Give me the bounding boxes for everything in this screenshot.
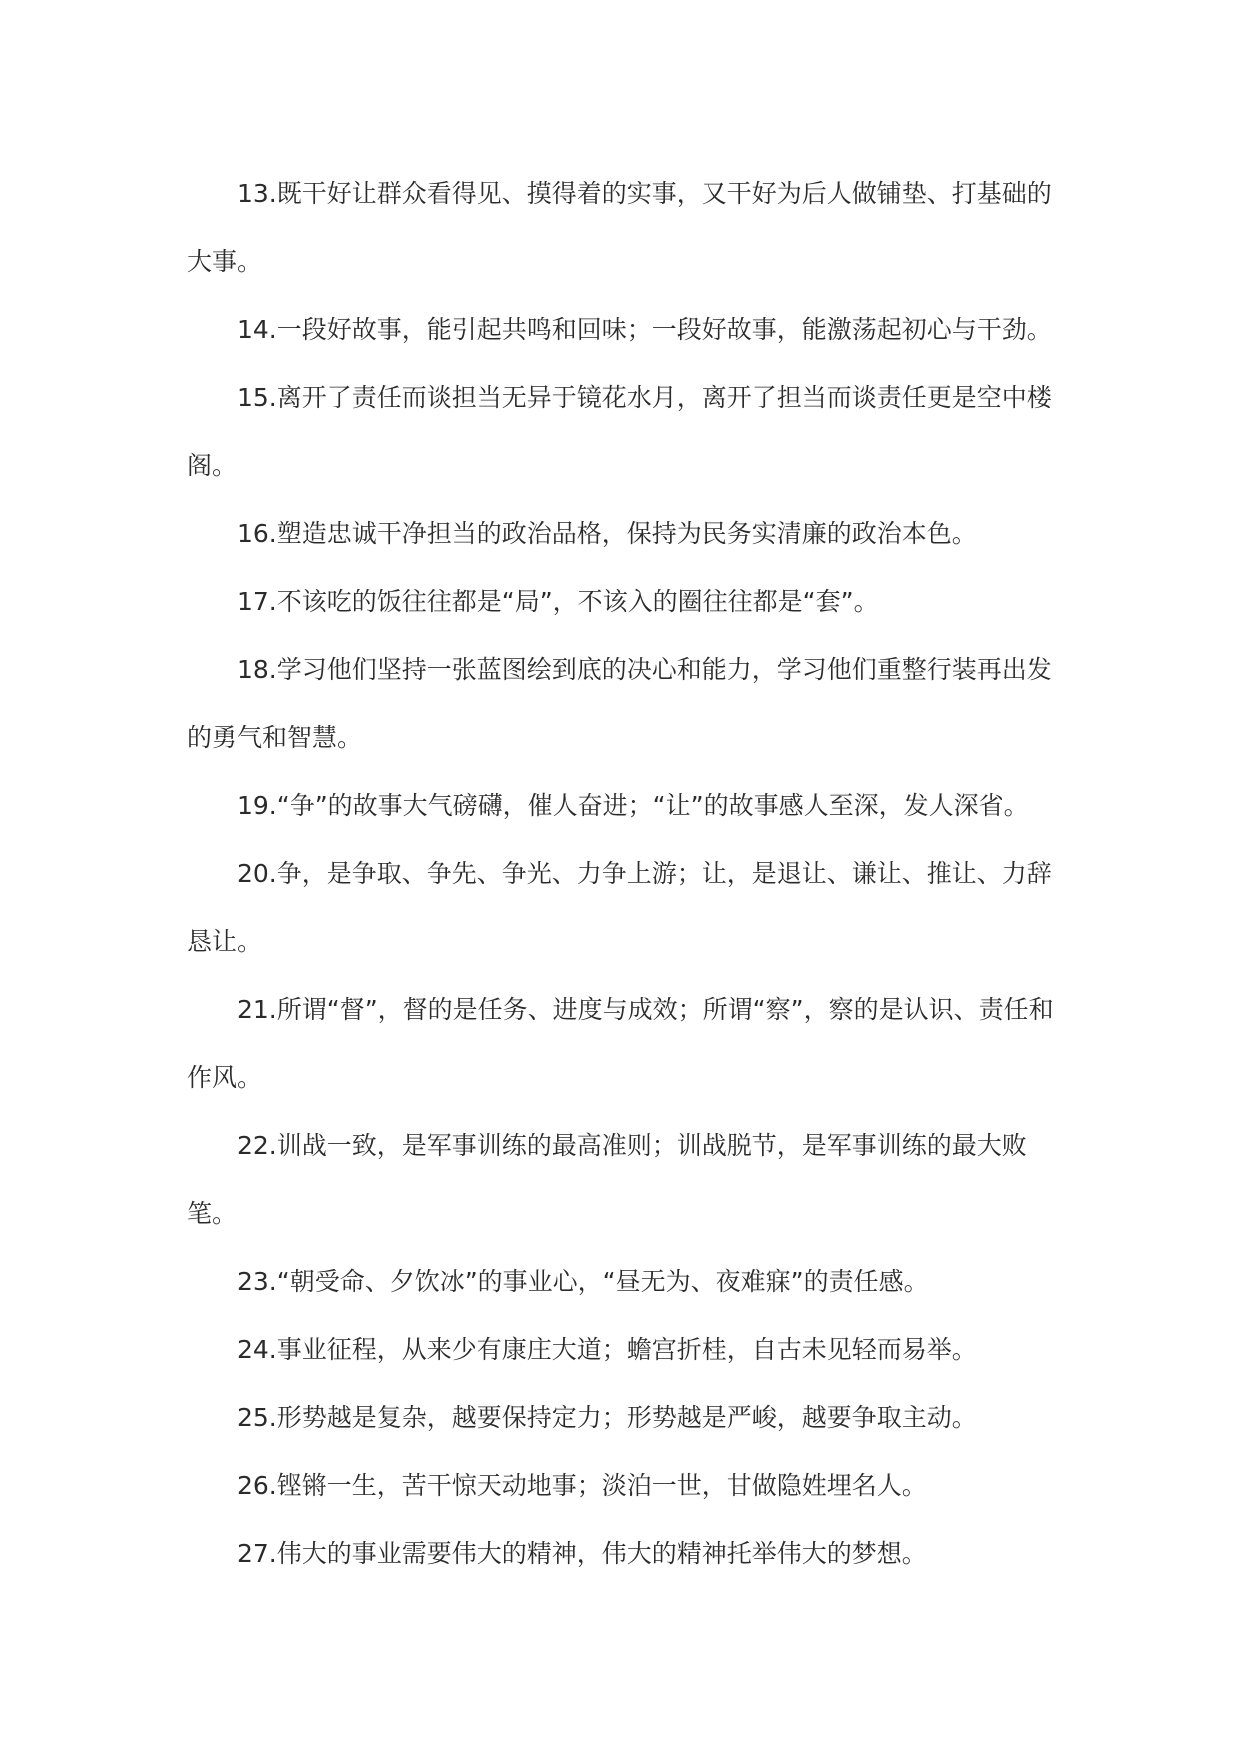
paragraph-17: 17.不该吃的饭往往都是“局”，不该入的圈往往都是“套”。 (237, 587, 879, 616)
paragraph-27: 27.伟大的事业需要伟大的精神，伟大的精神托举伟大的梦想。 (237, 1539, 927, 1568)
paragraph-13: 13.既干好让群众看得见、摸得着的实事，又干好为后人做铺垫、打基础的大事。 (187, 179, 1052, 276)
paragraph-18: 18.学习他们坚持一张蓝图绘到底的决心和能力，学习他们重整行装再出发的勇气和智慧。 (187, 655, 1052, 752)
document-body (187, 160, 1057, 1588)
paragraph-23: 23.“朝受命、夕饮冰”的事业心，“昼无为、夜难寐”的责任感。 (237, 1267, 929, 1296)
paragraph-24: 24.事业征程，从来少有康庄大道；蟾宫折桂，自古未见轻而易举。 (237, 1335, 977, 1364)
paragraph-16: 16.塑造忠诚干净担当的政治品格，保持为民务实清廉的政治本色。 (237, 519, 977, 548)
paragraph-25: 25.形势越是复杂，越要保持定力；形势越是严峻，越要争取主动。 (237, 1403, 977, 1432)
paragraph-21: 21.所谓“督”，督的是任务、进度与成效；所谓“察”，察的是认识、责任和作风。 (187, 995, 1054, 1092)
paragraph-22: 22.训战一致，是军事训练的最高准则；训战脱节，是军事训练的最大败笔。 (187, 1131, 1027, 1228)
paragraph-14: 14.一段好故事，能引起共鸣和回味；一段好故事，能激荡起初心与干劲。 (237, 315, 1052, 344)
paragraph-20: 20.争，是争取、争先、争光、力争上游；让，是退让、谦让、推让、力辞恳让。 (187, 859, 1052, 956)
paragraph-15: 15.离开了责任而谈担当无异于镜花水月，离开了担当而谈责任更是空中楼阁。 (187, 383, 1052, 480)
paragraph-19: 19.“争”的故事大气磅礴，催人奋进；“让”的故事感人至深，发人深省。 (237, 791, 1029, 820)
paragraph-26: 26.铿锵一生，苦干惊天动地事；淡泊一世，甘做隐姓埋名人。 (237, 1471, 927, 1500)
